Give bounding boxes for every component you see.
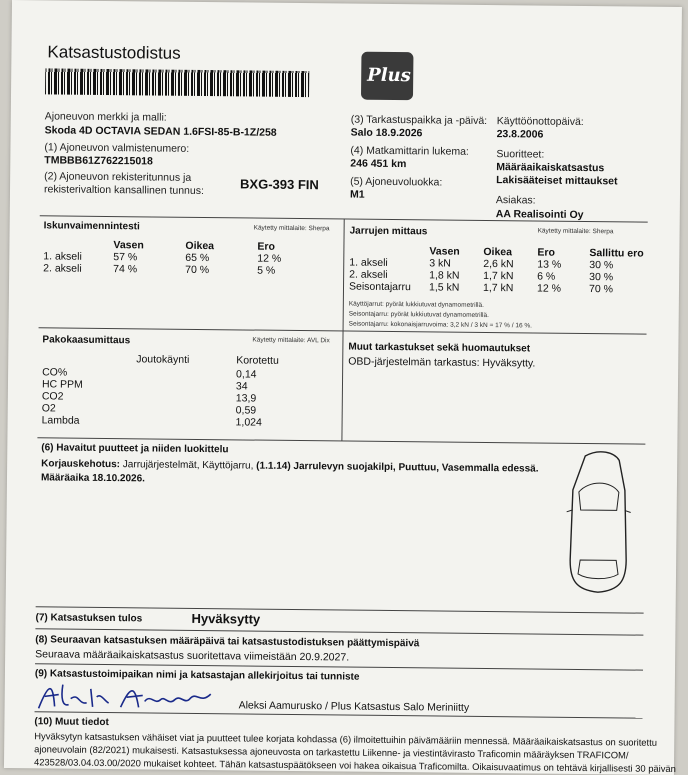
table-cell: 2. akseli [43,262,82,275]
table-cell: 1,5 kN [428,281,460,294]
reg-label-1: (2) Ajoneuvon rekisteritunnus ja [44,170,192,184]
next-text: Seuraava määräaikaiskatsastus suoritettava viimeistään 20.9.2027. [35,648,350,664]
table-cell: 57 % [113,251,138,264]
vin-label: (1) Ajoneuvon valmistenumero: [44,141,190,155]
odometer-label: (4) Matkamittarin lukema: [350,144,469,158]
shock-device: Käytetty mittalaite: Sherpa [253,224,330,233]
defects-prefix: Korjauskehotus: [41,458,121,471]
table-cell: 13,9 [235,392,257,405]
table-cell: 34 [235,380,248,393]
inspection-certificate [4,0,682,775]
header-cell: Vasen [429,245,460,258]
misc-label: (10) Muut tiedot [34,716,109,729]
header-cell: Sallittu ero [589,247,644,260]
logo-text: Plus [367,64,411,87]
table-cell: 1,7 kN [483,269,514,283]
car-diagram-icon [558,450,640,601]
table-cell: 65 % [185,251,210,265]
inspection-label: (3) Tarkastuspaikka ja -päivä: [350,113,488,127]
defects-text: Jarrujärjestelmät, Käyttöjarru, [119,459,257,472]
table-cell: 30 % [589,259,614,272]
table-cell: CO% [42,366,68,379]
header-cell [43,238,113,251]
exhaust-col-raised: Korotettu [236,354,279,367]
table-row [42,414,296,429]
header-cell [349,245,429,258]
header-cell: Oikea [185,239,215,253]
brakes-title: Jarrujen mittaus [349,225,428,238]
table-row [349,281,649,296]
misc-line: ajoneuvolain (82/2021) mukaisesti. Katsastuksessa ajoneuvosta on tarkastettu Liikenne- ja viestintävirasto Traficomin määräyksen TRAFICOM/ [34,743,629,761]
table-cell: 1,8 kN [429,269,460,282]
table-cell: O2 [41,402,56,415]
brakes-device: Käytetty mittalaite: Sherpa [537,227,614,236]
table-cell: 13 % [537,258,562,271]
plus-logo [361,52,413,101]
table-cell: 1,7 kN [482,281,514,295]
table-cell: 5 % [257,264,276,277]
table-cell: 30 % [589,271,614,284]
odometer-value: 246 451 km [350,157,407,171]
table-cell: 1. akseli [349,256,388,269]
brakes-note: Seisontajarru: pyörät lukkiutuvat dynamometrillä. [348,310,489,320]
make-value: Skoda 4D OCTAVIA SEDAN 1.6FSI-85-B-1Z/258 [44,124,277,139]
table-cell: 74 % [113,263,138,276]
table-cell: 2. akseli [349,268,388,281]
table-cell: 2,6 kN [483,257,514,271]
performed-value-1: Määräaikaiskatsastus [496,161,605,175]
table-cell: 12 % [536,282,562,295]
exhaust-device: Käytetty mittalaite: AVL Dix [252,336,330,345]
defects-bold: (1.1.14) Jarrulevyn suojakilpi, Puuttuu, Vasemmalla edessä. [256,460,539,475]
defects-line-1 [41,458,539,474]
make-label: Ajoneuvon merkki ja malli: [44,110,167,124]
inspection-value: Salo 18.9.2026 [350,126,423,140]
exhaust-table [42,366,297,429]
signature-label: (9) Katsastustoimipaikan nimi ja katsastajan allekirjoitus tai tunniste [34,668,360,683]
table-cell: 12 % [257,252,282,265]
reg-label-2: rekisterivaltion kansallinen tunnus: [43,183,204,198]
class-value: M1 [349,188,365,201]
first-use-label: Käyttöönottopäivä: [496,115,584,128]
header-cell: Ero [537,246,555,259]
table-cell: Lambda [41,414,80,427]
brakes-note: Seisontajarru: kokonaisjarruvoima: 3,2 kN / 3 kN = 17 % / 16 %. [348,320,533,330]
other-title: Muut tarkastukset sekä huomautukset [348,341,531,355]
brakes-table [349,245,649,296]
table-cell: 70 % [185,263,210,277]
other-text: OBD-järjestelmän tarkastus: Hyväksytty. [348,355,536,370]
defects-line-2: Määräaika 18.10.2026. [40,472,146,485]
table-cell: 3 kN [429,257,451,270]
table-cell: 6 % [537,270,556,283]
exhaust-title: Pakokaasumittaus [42,334,131,347]
reg-value: BXG-393 FIN [240,176,319,193]
table-cell: CO2 [41,390,64,403]
first-use-value: 23.8.2006 [496,128,544,141]
result-value: Hyväksytty [191,610,261,627]
table-cell: HC PPM [41,378,83,391]
header-cell: Oikea [483,245,513,259]
customer-value: AA Realisointi Oy [495,208,584,221]
table-cell: Seisontajarru [348,280,411,294]
table-cell: 70 % [588,283,614,296]
table-cell: 1. akseli [43,250,82,263]
signature-text: Aleksi Aamurusko / Plus Katsastus Salo Meriniitty [238,699,470,714]
table-cell: 1,024 [235,416,262,429]
shock-title: Iskunvaimennintesti [43,220,140,233]
table-cell: 0,14 [236,368,257,381]
performed-label: Suoritteet: [496,148,545,161]
handwritten-signature [35,678,215,716]
vin-value: TMBBB61Z762215018 [44,154,153,168]
table-cell: 0,59 [235,404,257,417]
customer-label: Asiakas: [495,194,536,207]
brakes-note: Käyttöjarrut: pyörät lukkiutuvat dynamometrillä. [348,300,484,309]
shock-table [43,238,317,277]
misc-line: 423528/03.04.03.00/2020 mukaiset kohteet. Tähän katsastuspäätökseen voi hakea oikaisua Traficomilta. Oikaisuvaatimus on tehtävä kirjallisesti 30 päivän [33,756,676,774]
document-title: Katsastustodistus [47,42,181,63]
defects-title: (6) Havaitut puutteet ja niiden luokittelu [41,442,229,456]
header-cell: Vasen [113,239,144,252]
header-cell: Ero [257,240,276,253]
class-label: (5) Ajoneuvoluokka: [350,175,443,189]
misc-line: Hyväksytyn katsastuksen vähäiset viat ja puutteet tulee korjata kohdassa (6) ilmoitettuihin päivämääriin mennessä. Määräaikaiskatsastus on suoritettu [34,730,658,748]
performed-value-2: Lakisääteiset mittaukset [496,174,618,188]
barcode [45,68,309,97]
result-label: (7) Katsastuksen tulos [35,612,143,625]
next-label: (8) Seuraavan katsastuksen määräpäivä tai katsastustodistuksen päättymispäivä [35,634,420,650]
exhaust-col-idle: Joutokäynti [136,353,190,366]
